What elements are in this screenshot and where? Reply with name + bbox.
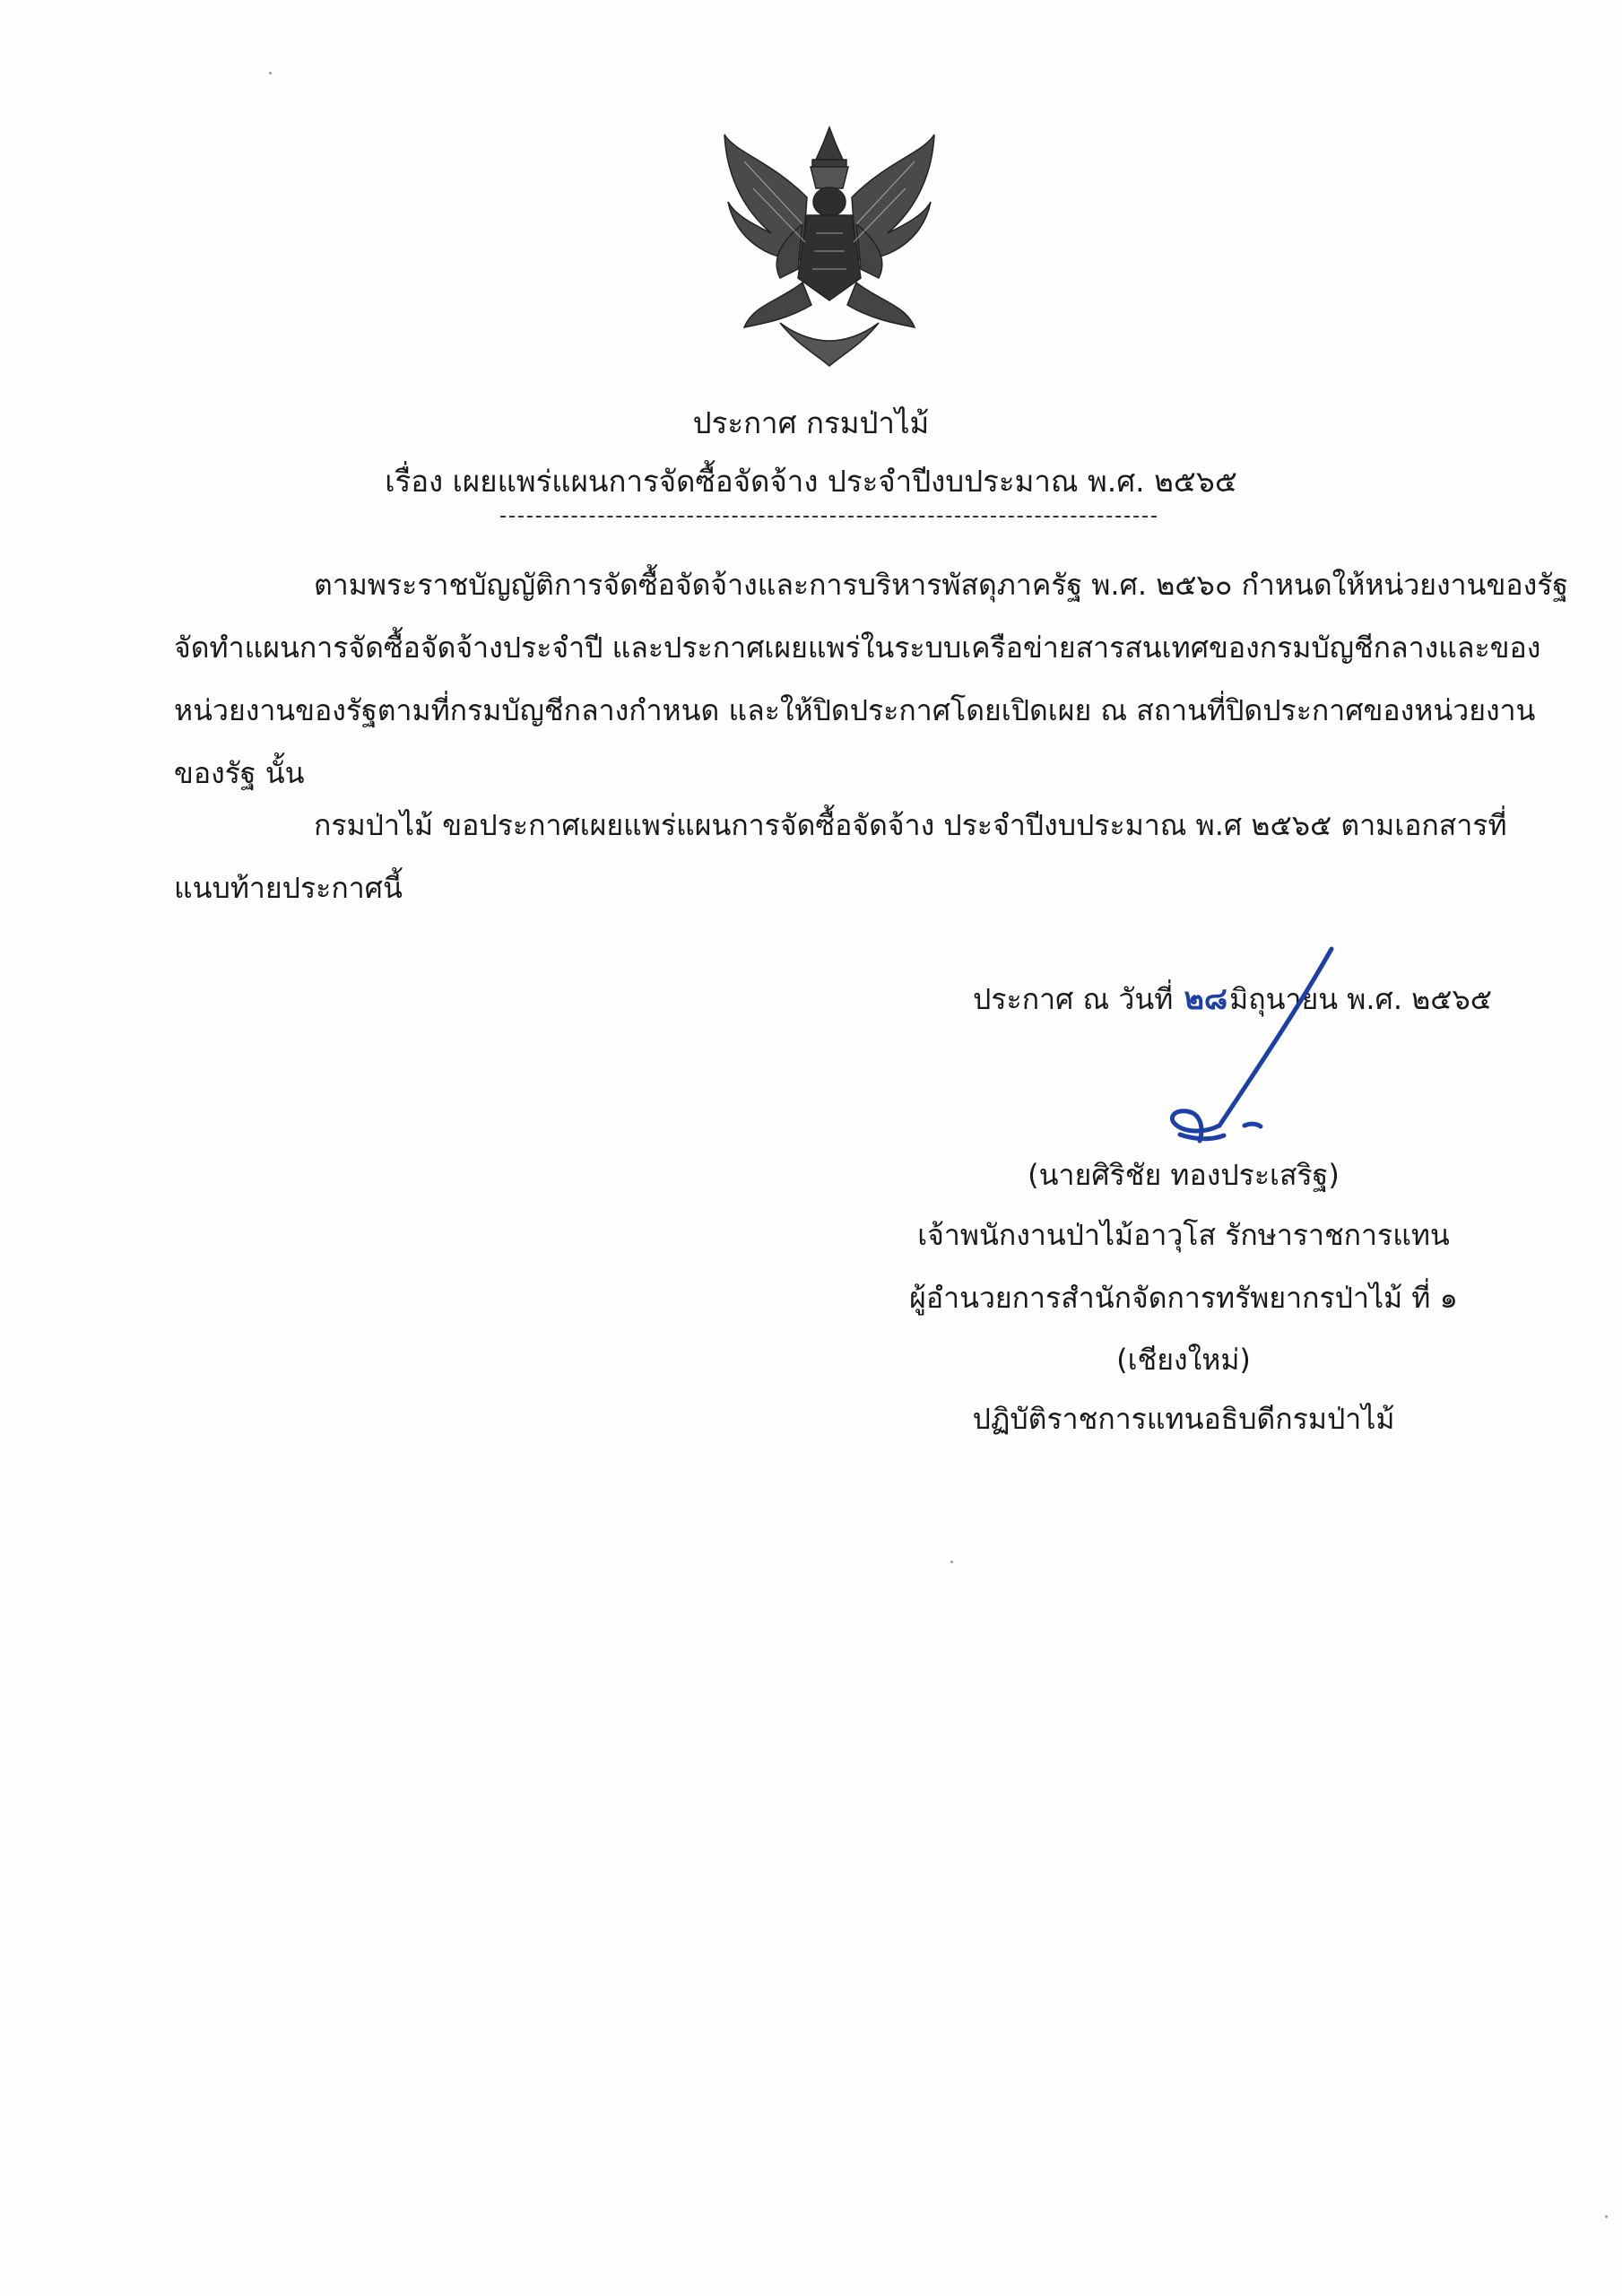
paragraph2-line1: กรมป่าไม้ ขอประกาศเผยแพร่แผนการจัดซื้อจัดจ้าง ประจำปีงบประมาณ พ.ศ ๒๕๖๕ ตามเอกสารที่ — [314, 808, 1507, 842]
signatory-position-line3: (เชียงใหม่) — [1116, 1343, 1251, 1377]
paragraph1-line2: จัดทำแผนการจัดซื้อจัดจ้างประจำปี และประกาศเผยแพร่ในระบบเครือข่ายสารสนเทศของกรมบัญชีกลางและของ — [174, 631, 1541, 665]
announcement-subject: เรื่อง เผยแพร่แผนการจัดซื้อจัดจ้าง ประจำปีงบประมาณ พ.ศ. ๒๕๖๕ — [385, 464, 1237, 499]
signatory-name: (นายศิริชัย ทองประเสริฐ) — [1028, 1158, 1340, 1192]
paragraph1-line4: ของรัฐ นั้น — [174, 756, 305, 790]
paragraph2-line2: แนบท้ายประกาศนี้ — [174, 871, 403, 905]
scan-speck — [950, 1561, 953, 1563]
date-day-handwritten: ๒๘ — [1184, 981, 1228, 1017]
paragraph1-line1: ตามพระราชบัญญัติการจัดซื้อจัดจ้างและการบริหารพัสดุภาครัฐ พ.ศ. ๒๕๖๐ กำหนดให้หน่วยงานของรัฐ — [314, 568, 1569, 602]
paragraph1-line3: หน่วยงานของรัฐตามที่กรมบัญชีกลางกำหนด และให้ปิดประกาศโดยเปิดเผย ณ สถานที่ปิดประกาศของหน่วยงาน — [174, 693, 1536, 727]
signatory-position-line2: ผู้อำนวยการสำนักจัดการทรัพยากรป่าไม้ ที่ ๑ — [909, 1281, 1458, 1315]
announcement-title: ประกาศ กรมป่าไม้ — [692, 405, 930, 440]
signatory-position-line4: ปฏิบัติราชการแทนอธิบดีกรมป่าไม้ — [972, 1402, 1395, 1436]
signatory-position-line1: เจ้าพนักงานป่าไม้อาวุโส รักษาราชการแทน — [917, 1218, 1450, 1252]
header-divider — [500, 516, 1157, 517]
garuda-emblem-icon — [717, 126, 941, 368]
date-suffix: มิถุนายน พ.ศ. ๒๕๖๕ — [1229, 982, 1493, 1016]
scan-speck — [269, 72, 272, 74]
date-prefix: ประกาศ ณ วันที่ — [973, 982, 1174, 1016]
scan-speck — [1605, 2215, 1608, 2218]
handwritten-signature — [1094, 942, 1363, 1157]
